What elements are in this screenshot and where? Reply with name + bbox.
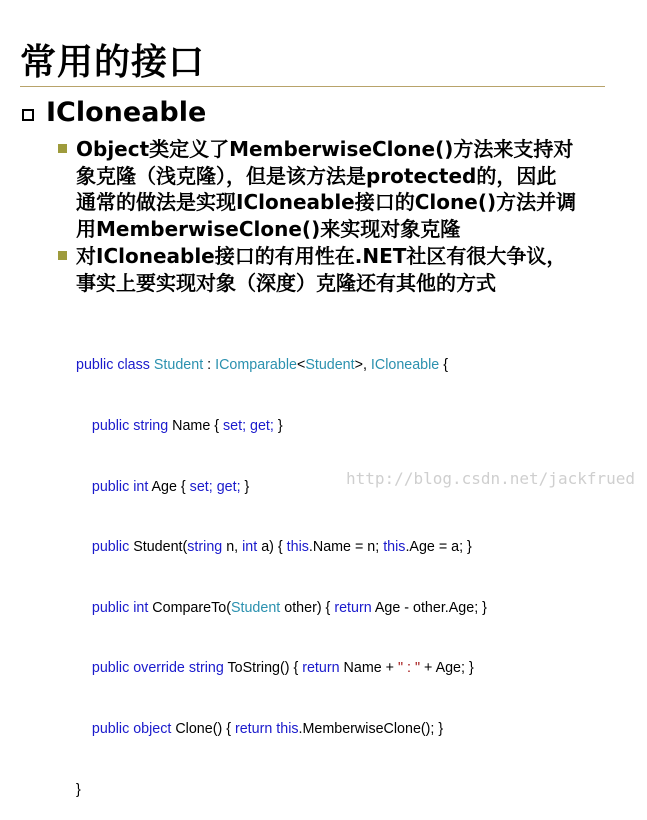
code-keyword: this xyxy=(383,539,406,556)
code-line-7 xyxy=(76,719,487,739)
sub-bullet-1-line-4: 用MemberwiseClone()来实现对象克隆 xyxy=(76,216,461,241)
code-text: .MemberwiseClone(); } xyxy=(298,721,444,738)
sub-bullet-2-line-2: 事实上要实现对象（深度）克隆还有其他的方式 xyxy=(76,270,496,295)
code-text: } xyxy=(273,418,283,435)
code-text: } xyxy=(76,781,81,798)
code-indent xyxy=(76,660,92,676)
code-line-6 xyxy=(76,658,487,678)
code-indent xyxy=(76,721,92,737)
code-text: Name { xyxy=(168,418,224,435)
code-indent xyxy=(76,479,92,495)
code-keyword: return this xyxy=(234,721,299,738)
code-text: n, xyxy=(222,539,243,556)
square-bullet-icon xyxy=(58,251,67,260)
code-string: " : " xyxy=(397,660,421,677)
code-type: Student xyxy=(305,357,355,374)
code-line-1 xyxy=(76,355,487,375)
code-text: >, xyxy=(354,357,371,374)
code-text: ToString() { xyxy=(223,660,303,677)
square-bullet-icon xyxy=(58,144,67,153)
code-keyword: set; get; xyxy=(223,418,274,435)
code-type: ICloneable xyxy=(370,357,440,374)
code-keyword: return xyxy=(334,599,372,616)
code-line-4 xyxy=(76,537,487,557)
code-keyword: int xyxy=(242,539,258,556)
code-keyword: public int xyxy=(91,599,149,616)
code-keyword: public class xyxy=(76,357,150,374)
code-text: + Age; } xyxy=(420,660,474,677)
code-keyword: this xyxy=(286,539,309,556)
code-text: Age - other.Age; } xyxy=(371,599,487,616)
code-text: Name + xyxy=(339,660,398,677)
code-keyword: return xyxy=(302,660,340,677)
code-keyword: set; get; xyxy=(189,478,241,495)
code-text: .Age = a; } xyxy=(405,539,472,556)
code-type: IComparable xyxy=(215,357,297,374)
code-text: { xyxy=(439,357,449,374)
code-keyword: string xyxy=(187,539,223,556)
code-type: Student xyxy=(149,357,204,374)
code-indent xyxy=(76,600,92,616)
sub-bullet-2 xyxy=(58,243,598,296)
code-line-8 xyxy=(76,780,487,800)
level1-bullet xyxy=(22,97,206,128)
sub-bullet-2-line-1: 对ICloneable接口的有用性在.NET社区有很大争议， xyxy=(76,244,567,268)
code-text: : xyxy=(203,357,216,374)
code-text: < xyxy=(296,357,306,374)
code-keyword: public int xyxy=(91,478,149,495)
slide-title: 常用的接口 xyxy=(20,42,206,83)
code-text: Student( xyxy=(129,539,188,556)
hollow-square-bullet-icon xyxy=(22,109,34,121)
code-keyword: public object xyxy=(91,721,172,738)
sub-bullet-1 xyxy=(58,136,598,242)
code-text: CompareTo( xyxy=(148,599,231,616)
code-text: .Name = n; xyxy=(308,539,384,556)
watermark: http://blog.csdn.net/jackfrued xyxy=(346,469,635,488)
code-keyword: public override string xyxy=(91,660,224,677)
code-indent xyxy=(76,418,92,434)
code-keyword: public xyxy=(91,539,130,556)
code-text: Age { xyxy=(148,478,190,495)
code-text: a) { xyxy=(257,539,287,556)
code-type: Student xyxy=(230,599,281,616)
code-line-5 xyxy=(76,598,487,618)
code-text: Clone() { xyxy=(171,721,235,738)
sub-bullet-1-line-1: Object类定义了MemberwiseClone()方法来支持对 xyxy=(76,137,574,161)
code-block xyxy=(76,315,487,820)
level1-bullet-text: ICloneable xyxy=(46,97,207,128)
code-keyword: public string xyxy=(91,418,169,435)
title-divider xyxy=(20,86,605,87)
code-text: } xyxy=(240,478,250,495)
sub-bullet-1-line-3: 通常的做法是实现ICloneable接口的Clone()方法并调 xyxy=(76,190,577,214)
sub-bullet-1-line-2: 象克隆（浅克隆），但是该方法是protected的，因此 xyxy=(76,163,557,188)
code-text: other) { xyxy=(280,599,335,616)
code-indent xyxy=(76,539,92,555)
code-line-2 xyxy=(76,416,487,436)
